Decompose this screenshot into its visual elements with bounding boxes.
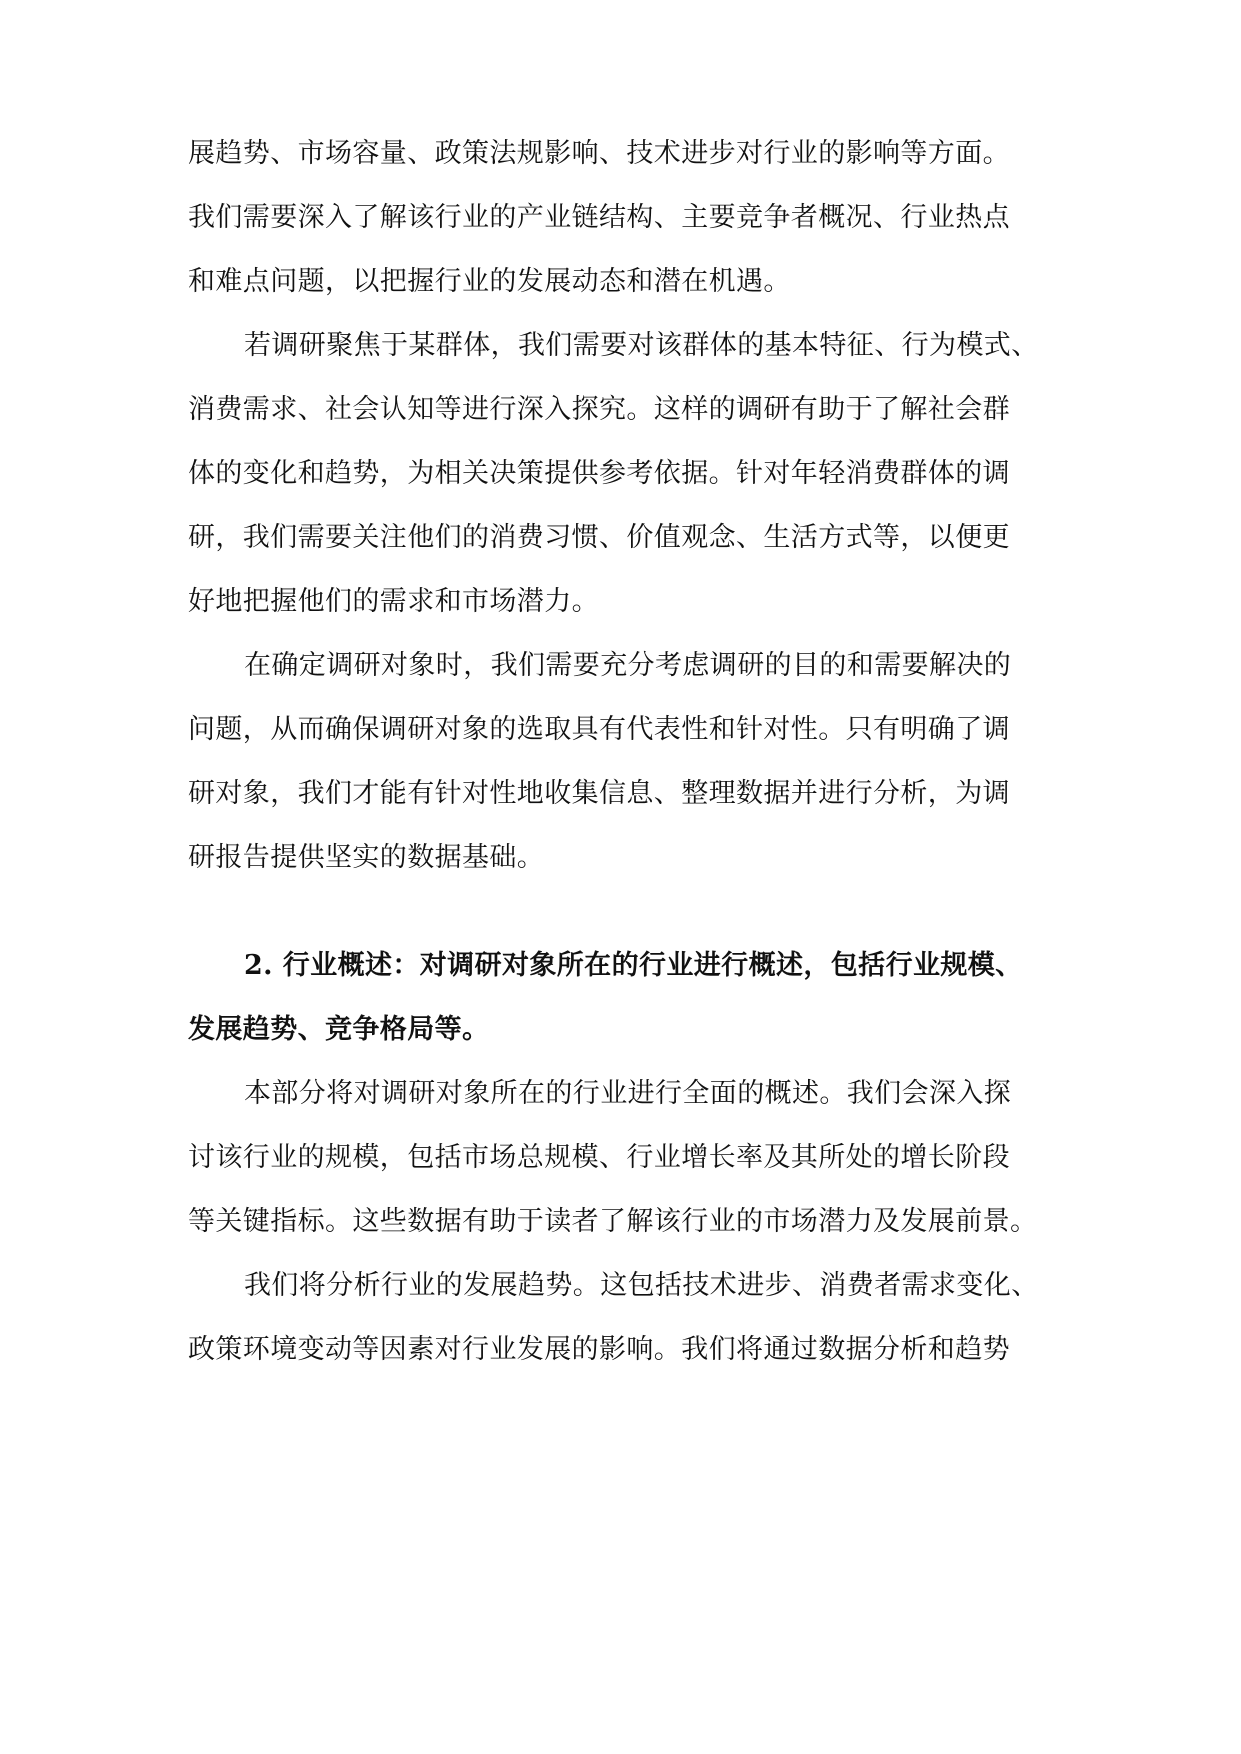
- text-line: 若调研聚焦于某群体，我们需要对该群体的基本特征、行为模式、: [244, 330, 1039, 361]
- text-line: 政策环境变动等因素对行业发展的影响。我们将通过数据分析和趋势: [188, 1334, 1010, 1365]
- paragraph-industry-scope: [188, 122, 1056, 314]
- text-line: 研对象，我们才能有针对性地收集信息、整理数据并进行分析，为调: [188, 778, 1010, 809]
- text-line: 消费需求、社会认知等进行深入探究。这样的调研有助于了解社会群: [188, 394, 1010, 425]
- text-line: 好地把握他们的需求和市场潜力。: [188, 586, 599, 617]
- paragraph-industry-overview: [188, 1062, 1056, 1254]
- text-line: 体的变化和趋势，为相关决策提供参考依据。针对年轻消费群体的调: [188, 458, 1010, 489]
- text-line: 我们将分析行业的发展趋势。这包括技术进步、消费者需求变化、: [244, 1270, 1039, 1301]
- paragraph-research-target: [188, 634, 1056, 890]
- section-heading: [188, 934, 1056, 1062]
- text-line: 展趋势、市场容量、政策法规影响、技术进步对行业的影响等方面。: [188, 138, 1010, 169]
- document-body: [188, 122, 1056, 1382]
- text-line: 我们需要深入了解该行业的产业链结构、主要竞争者概况、行业热点: [188, 202, 1010, 233]
- paragraph-group-research: [188, 314, 1056, 634]
- text-line: 问题，从而确保调研对象的选取具有代表性和针对性。只有明确了调: [188, 714, 1010, 745]
- text-line: 研报告提供坚实的数据基础。: [188, 842, 545, 873]
- text-line: 本部分将对调研对象所在的行业进行全面的概述。我们会深入探: [244, 1078, 1012, 1109]
- heading-line: 2. 行业概述：对调研对象所在的行业进行概述，包括行业规模、: [244, 950, 1023, 981]
- text-line: 等关键指标。这些数据有助于读者了解该行业的市场潜力及发展前景。: [188, 1206, 1038, 1237]
- section-gap: [188, 890, 1056, 934]
- heading-line: 发展趋势、竞争格局等。: [188, 1014, 490, 1045]
- text-line: 在确定调研对象时，我们需要充分考虑调研的目的和需要解决的: [244, 650, 1012, 681]
- text-line: 和难点问题，以把握行业的发展动态和潜在机遇。: [188, 266, 791, 297]
- paragraph-development-trend: [188, 1254, 1056, 1382]
- text-line: 研，我们需要关注他们的消费习惯、价值观念、生活方式等，以便更: [188, 522, 1010, 553]
- text-line: 讨该行业的规模，包括市场总规模、行业增长率及其所处的增长阶段: [188, 1142, 1010, 1173]
